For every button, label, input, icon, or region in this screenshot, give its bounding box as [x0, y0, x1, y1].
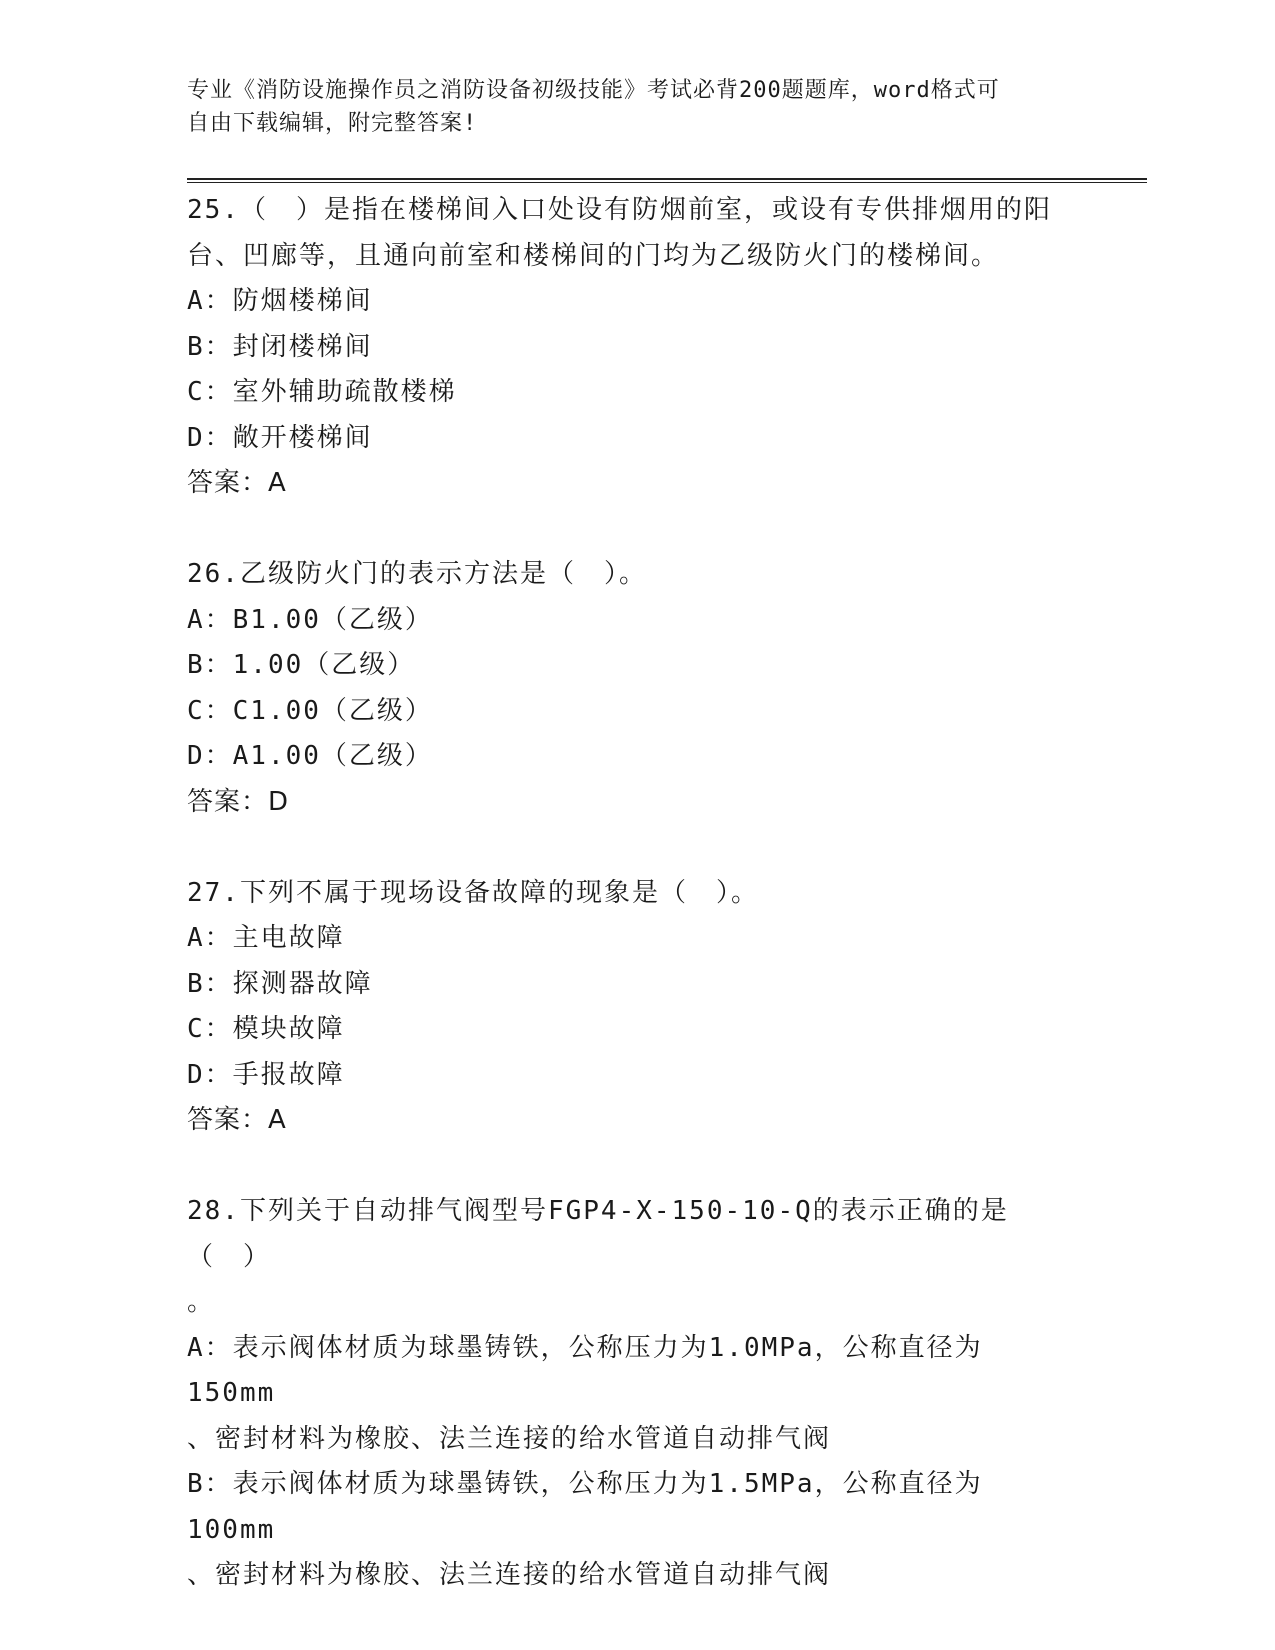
header-rule-thick: [187, 178, 1147, 180]
question-stem-line: 台、凹廊等，且通向前室和楼梯间的门均为乙级防火门的楼梯间。: [187, 240, 1000, 271]
option-b: B：1.00（乙级）: [187, 650, 416, 680]
option-c: C：C1.00（乙级）: [187, 695, 433, 726]
document-header: [187, 74, 1067, 140]
question-stem-line: 27.下列不属于现场设备故障的现象是（ ）。: [187, 877, 759, 908]
option-b: B：探测器故障: [187, 968, 373, 999]
question-27: [187, 871, 1067, 1144]
question-25: [187, 188, 1067, 507]
option-a-continued: 、密封材料为橡胶、法兰连接的给水管道自动排气阀: [187, 1423, 832, 1454]
question-26: [187, 552, 1067, 825]
option-a: A：表示阀体材质为球墨铸铁，公称压力为1.0MPa，公称直径为150mm: [187, 1332, 983, 1408]
question-stem-line: 25.（ ）是指在楼梯间入口处设有防烟前室，或设有专供排烟用的阳: [187, 195, 1052, 225]
answer: 答案：D: [187, 786, 290, 817]
option-a: A：防烟楼梯间: [187, 286, 373, 316]
header-rule-thin: [187, 182, 1147, 183]
option-d: D：手报故障: [187, 1059, 345, 1090]
header-line-1: 专业《消防设施操作员之消防设备初级技能》考试必背200题题库，word格式可: [187, 78, 1000, 103]
option-c: C：室外辅助疏散楼梯: [187, 377, 457, 407]
option-c: C：模块故障: [187, 1014, 345, 1044]
answer: 答案：A: [187, 468, 287, 498]
option-b-continued: 、密封材料为橡胶、法兰连接的给水管道自动排气阀: [187, 1560, 832, 1590]
question-28: [187, 1189, 1067, 1599]
option-b: B：封闭楼梯间: [187, 331, 373, 362]
option-d: D：A1.00（乙级）: [187, 741, 433, 771]
option-a: A：主电故障: [187, 923, 345, 953]
option-d: D：敞开楼梯间: [187, 422, 373, 453]
answer: 答案：A: [187, 1105, 287, 1135]
option-b: B：表示阀体材质为球墨铸铁，公称压力为1.5MPa，公称直径为100mm: [187, 1469, 983, 1545]
question-list: [187, 188, 1067, 1644]
question-stem-line: 28.下列关于自动排气阀型号FGP4-X-150-10-Q的表示正确的是（ ）: [187, 1196, 1009, 1272]
question-stem-line: 。: [187, 1287, 216, 1317]
question-stem-line: 26.乙级防火门的表示方法是（ ）。: [187, 559, 647, 589]
option-a: A：B1.00（乙级）: [187, 604, 433, 635]
header-line-2: 自由下载编辑，附完整答案!: [187, 111, 478, 136]
